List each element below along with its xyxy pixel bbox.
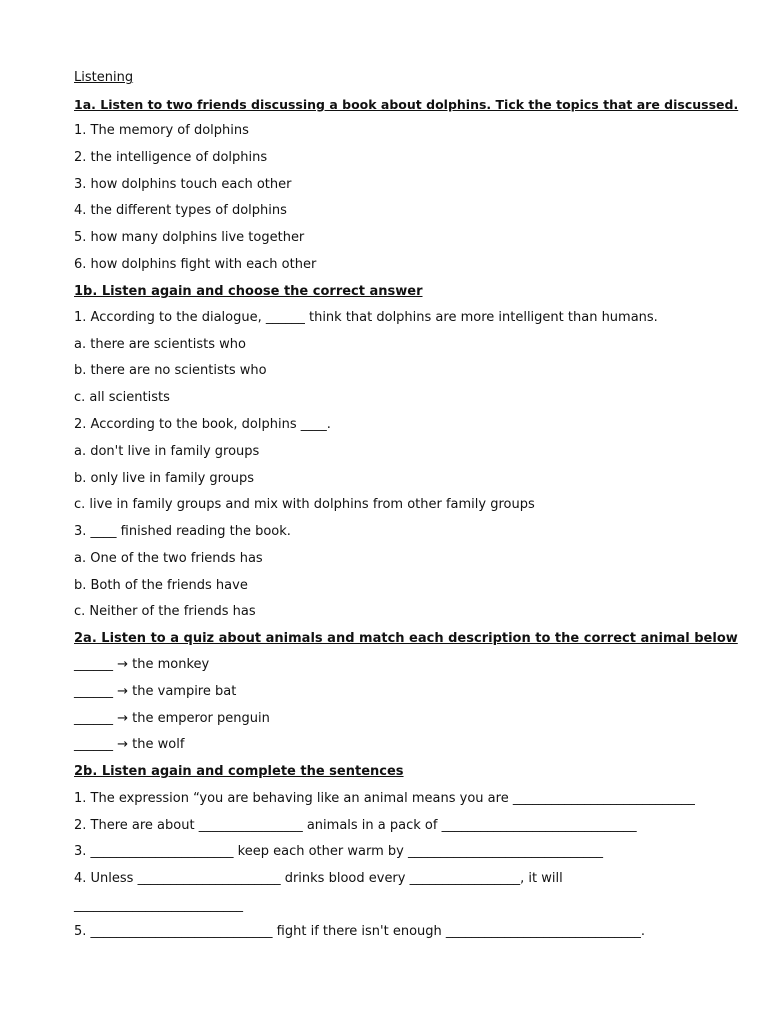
topic-item: 2. the intelligence of dolphins xyxy=(74,150,268,165)
question-stem: 1. According to the dialogue, ______ think that dolphins are more intelligent than humans. xyxy=(74,310,658,325)
sentence-item: 2. There are about ________________ animals in a pack of ______________________________ xyxy=(74,818,637,833)
answer-option: c. all scientists xyxy=(74,390,170,405)
topic-item: 4. the different types of dolphins xyxy=(74,203,287,218)
sentence-item: 3. ______________________ keep each other warm by ______________________________ xyxy=(74,844,603,859)
match-item: ______ → the vampire bat xyxy=(74,684,237,699)
answer-option: a. there are scientists who xyxy=(74,337,246,352)
sentence-item: 4. Unless ______________________ drinks blood every _________________, it will xyxy=(74,871,563,886)
section-2a-heading: 2a. Listen to a quiz about animals and match each description to the correct animal below xyxy=(74,631,738,646)
section-1a-heading: 1a. Listen to two friends discussing a book about dolphins. Tick the topics that are discussed. xyxy=(74,97,739,112)
topic-item: 3. how dolphins touch each other xyxy=(74,177,292,192)
topic-item: 1. The memory of dolphins xyxy=(74,123,249,138)
answer-option: b. there are no scientists who xyxy=(74,363,267,378)
section-1b-heading: 1b. Listen again and choose the correct answer xyxy=(74,284,423,299)
question-stem: 2. According to the book, dolphins ____. xyxy=(74,417,331,432)
answer-option: a. don't live in family groups xyxy=(74,444,260,459)
sentence-item: 5. ____________________________ fight if there isn't enough ______________________________. xyxy=(74,924,646,939)
topic-item: 5. how many dolphins live together xyxy=(74,230,305,245)
answer-option: b. only live in family groups xyxy=(74,471,254,486)
page-title: Listening xyxy=(74,70,134,85)
sentence-continuation: __________________________ xyxy=(74,898,243,913)
match-item: ______ → the emperor penguin xyxy=(74,711,270,726)
match-item: ______ → the wolf xyxy=(74,737,185,752)
topic-item: 6. how dolphins fight with each other xyxy=(74,257,317,272)
section-2b-heading: 2b. Listen again and complete the sentences xyxy=(74,764,404,779)
answer-option: b. Both of the friends have xyxy=(74,578,248,593)
match-item: ______ → the monkey xyxy=(74,657,210,672)
answer-option: c. live in family groups and mix with dolphins from other family groups xyxy=(74,497,535,512)
answer-option: c. Neither of the friends has xyxy=(74,604,256,619)
question-stem: 3. ____ finished reading the book. xyxy=(74,524,291,539)
answer-option: a. One of the two friends has xyxy=(74,551,263,566)
sentence-item: 1. The expression “you are behaving like an animal means you are ____________________________ xyxy=(74,791,695,806)
